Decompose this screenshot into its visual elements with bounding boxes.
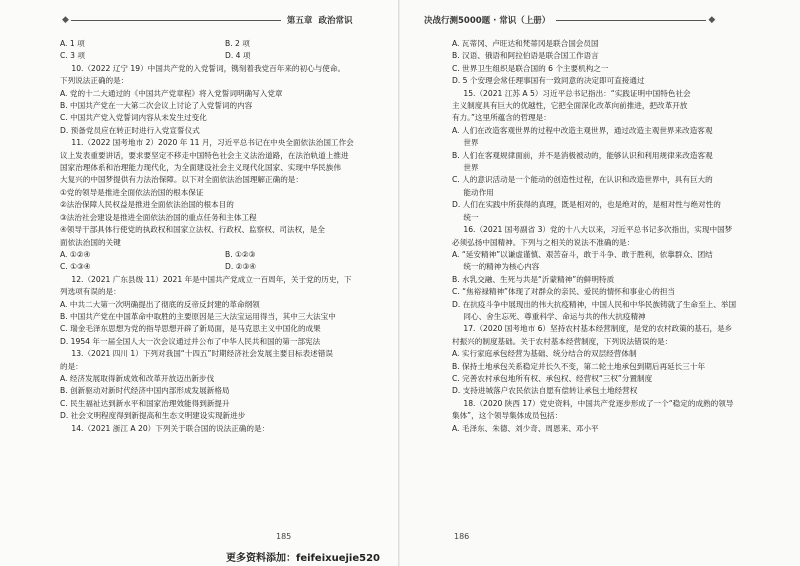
question-stem: 14.（2021 浙江 A 20）下列关于联合国的说法正确的是： [71,423,270,433]
question-stem: 主义制度具有巨大的优越性，它把全面深化改革向前推进，把改革开放 [452,101,688,111]
options-row [60,261,390,273]
option: D. 在抗疫斗争中展现出的伟大抗疫精神，中国人民和中华民族铸就了生命至上、举国 [452,299,737,309]
option: D. 4 项 [225,51,251,61]
option: A. 瓦蒂冈、卢旺达和梵蒂冈是联合国会员国 [452,39,599,48]
option: D. 1954 年一届全国人大一次会议通过并公布了中华人民共和国的第一部宪法 [60,336,321,346]
option: D. 人们在实践中所获得的真理，既是相对的，也是绝对的，是相对性与绝对性的 [452,200,721,210]
right-page [400,0,800,566]
option: A. ①②④ [60,249,91,259]
option: D. 社会文明程度得到新提高和生态文明建设实现新进步 [60,411,246,421]
ornament-icon: ◆ [708,15,716,25]
question-stem: 列选项有误的是： [60,287,121,297]
right-running-header [424,14,764,26]
option: A. 实行家庭承包经营为基础、统分结合的双层经营体制 [452,349,637,359]
option: B. 中国共产党在中国革命中取胜的主要原因是三大法宝运用得当，其中三大法宝中 [60,311,336,321]
option: C. 完善农村承包地所有权、承包权、经营权“三权”分置制度 [452,373,653,383]
option: B. 人们在客观规律面前，并不是消极被动的，能够认识和利用规律来改造客观 [452,150,713,160]
question-stem: 11.（2022 国考地市 2）2020 年 11 月，习近平总书记在中央全面依法治国工作会 [71,138,354,148]
question-stem: 下列说法正确的是： [60,76,129,86]
option: B. 创新驱动对新时代经济中国内部形成发展新格局 [60,386,230,396]
option: D. 5 个安理会常任理事国有一致同意的决定即可直接通过 [452,76,645,86]
option: D. ②③④ [225,262,257,272]
right-column [452,38,736,435]
option: B. 2 项 [225,39,250,48]
option: C. 民生福祉达到新水平和国家治理效能得到新提升 [60,398,230,408]
question-stem: 10.（2022 辽宁 19）中国共产党的入党誓词，镌刻着我党百年来的初心与使命。 [71,63,346,73]
option: B. 汉语、俄语和阿拉伯语是联合国工作语言 [452,51,599,61]
question-stem: 大复兴的中国梦提供有力法治保障。以下对全面依法治国理解正确的是： [60,175,303,185]
option-continuation: 同心、舍生忘死、尊重科学、命运与共的伟大抗疫精神 [463,311,646,321]
option: A. 毛泽东、朱德、刘少奇、周恩来、邓小平 [452,423,599,433]
option: C. 瑞金毛泽东思想为党的指导思想开辟了新局面，是马克思主义中国化的成果 [60,324,321,334]
question-stem: 16.（2021 国考副省 3）党的十八大以来，习近平总书记多次指出，实现中国梦 [463,225,733,235]
statement: ③法治社会建设是推进全面依法治国的重点任务和主体工程 [60,212,257,222]
statement: 面依法治国的关键 [60,237,121,247]
question-stem: 必须弘扬中国精神。下列与之相关的说法不准确的是： [452,237,635,247]
option-continuation: 世界 [463,138,479,148]
option: C. 3 项 [60,51,85,61]
option-continuation: 统一的精神为核心内容 [463,262,540,272]
option: C. 中国共产党入党誓词内容从未发生过变化 [60,113,207,123]
chapter-label: 第五章 [286,16,313,26]
chapter-title: 政治常识 [318,16,353,26]
option: B. 水乳交融、生死与共是“沂蒙精神”的鲜明特质 [452,274,615,284]
option: B. ①②③ [225,249,256,259]
option: D. 支持进城落户农民依法自愿有偿转让承包土地经营权 [452,386,638,396]
left-column [60,38,390,435]
option: A. “延安精神”以谦虚谨慎、艰苦奋斗，敢于斗争、敢于胜利，依靠群众、团结 [452,249,713,259]
option: A. 党的十二大通过的《中国共产党章程》将入党誓词明确写入党章 [60,88,283,98]
header-rule [556,20,706,21]
option-continuation: 能动作用 [463,187,494,197]
options-row [60,249,390,261]
question-stem: 村振兴的制度基础。关于农村基本经营制度，下列说法错误的是： [452,336,673,346]
option: A. 中共二大第一次明确提出了彻底的反帝反封建的革命纲领 [60,299,260,309]
option: D. 预备党员应在转正时进行入党宣誓仪式 [60,125,200,135]
options-row [60,50,390,62]
question-stem: 15.（2021 江苏 A 5）习近平总书记指出：“实践证明中国特色社会 [463,88,691,98]
option: A. 人们在改造客观世界的过程中改造主观世界，通过改造主观世界来改造客观 [452,125,713,135]
left-running-header [60,14,378,26]
question-stem: 12.（2021 广东县级 11）2021 年是中国共产党成立一百周年，关于党的历史，下 [71,274,352,284]
option: C. 世界卫生组织是联合国的 6 个主要机构之一 [452,63,609,73]
page-number: 186 [454,532,470,541]
question-stem: 18.（2020 陕西 17）党史资料，中国共产党逐步形成了一个“稳定的成熟的领导 [463,398,734,408]
book-title: 决战行测5000题 · 常识（上册） [424,16,551,26]
option-continuation: 世界 [463,163,479,173]
option: B. 保持土地承包关系稳定并长久不变，第二轮土地承包到期后再延长三十年 [452,361,706,371]
option: C. 人的意识活动是一个能动的创造性过程，在认识和改造世界中，具有巨大的 [452,175,713,185]
question-stem: 的是： [60,361,83,371]
question-stem: 议上发表重要讲话，要求要坚定不移走中国特色社会主义法治道路，在法治轨道上推进 [60,150,349,160]
option: A. 经济发展取得新成效和改革开放迈出新步伐 [60,373,215,383]
option: B. 中国共产党在一大第二次会议上讨论了入党誓词的内容 [60,101,253,111]
option-continuation: 统一 [463,212,479,222]
option: A. 1 项 [60,39,85,48]
page-number: 185 [276,532,292,541]
options-row [60,38,390,50]
question-stem: 集体”，这个领导集体成员包括： [452,411,563,421]
statement: ①党的领导是推进全面依法治国的根本保证 [60,187,204,197]
header-rule [71,20,281,21]
promo-text: 更多资料添加：feifeixuejie520 [226,553,380,564]
statement: ④领导干部具体行使党的执政权和国家立法权、行政权、监察权、司法权，是全 [60,225,325,235]
ornament-icon: ◆ [62,15,69,25]
statement: ②法治保障人民权益是推进全面依法治国的根本目的 [60,200,234,210]
option: C. ①③④ [60,262,91,272]
question-stem: 国家治理体系和治理能力现代化，为全面建设社会主义现代化国家、实现中华民族伟 [60,163,341,173]
option: C. “焦裕禄精神”体现了对群众的亲民、爱民的情怀和事业心的担当 [452,287,676,297]
question-stem: 有力。”这里所蕴含的哲理是： [452,113,551,123]
question-stem: 17.（2020 国考地市 6）坚持农村基本经营制度，是党的农村政策的基石，是乡 [463,324,733,334]
question-stem: 13.（2021 四川 1）下列对我国“十四五”时期经济社会发展主要目标表述错误 [71,349,333,359]
